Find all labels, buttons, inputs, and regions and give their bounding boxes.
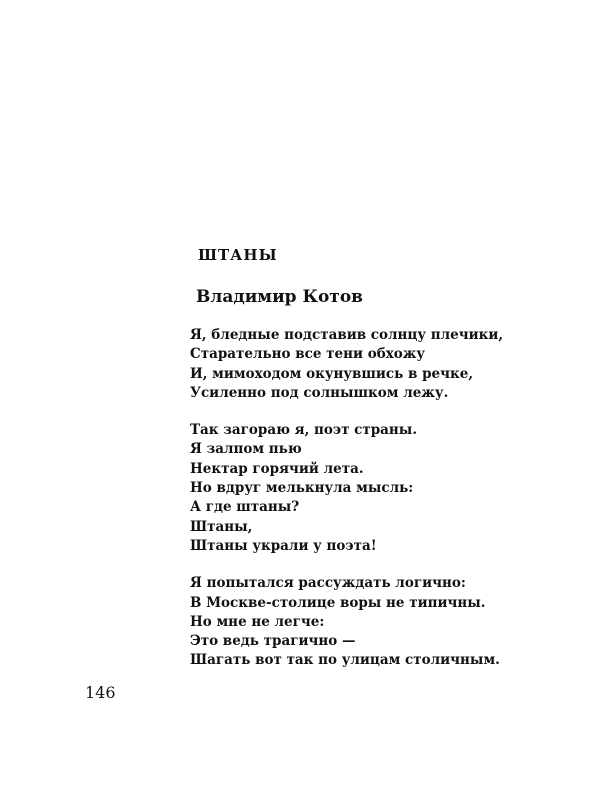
poem-line: В Москве-столице воры не типичны. bbox=[190, 594, 486, 611]
poem-line: Но вдруг мелькнула мысль: bbox=[190, 480, 414, 497]
poem-title: ШТАНЫ bbox=[198, 246, 278, 264]
poem-line: Это ведь трагично — bbox=[190, 633, 356, 650]
stanza-1 bbox=[190, 326, 590, 403]
poem-line: Но мне не легче: bbox=[190, 613, 325, 630]
poem-body bbox=[190, 326, 590, 689]
stanza-2 bbox=[190, 421, 590, 556]
poem-line: И, мимоходом окунувшись в речке, bbox=[190, 365, 474, 382]
stanza-3 bbox=[190, 574, 590, 670]
poem-line: Я, бледные подставив солнцу плечики, bbox=[190, 327, 504, 343]
poem-line: Штаны, bbox=[190, 518, 253, 535]
page-number: 146 bbox=[85, 683, 116, 702]
poem-line: Штаны украли у поэта! bbox=[190, 537, 377, 554]
poem-line: Усиленно под солнышком лежу. bbox=[190, 384, 449, 401]
poem-line: Старательно все тени обхожу bbox=[190, 346, 426, 363]
poem-line: Нектар горячий лета. bbox=[190, 460, 364, 477]
poem-line: Так загораю я, поэт страны. bbox=[190, 422, 418, 439]
poem-line: Я залпом пью bbox=[190, 441, 302, 458]
poem-author: Владимир Котов bbox=[196, 287, 363, 307]
poem-line: Шагать вот так по улицам столичным. bbox=[190, 652, 500, 669]
poem-line: А где штаны? bbox=[190, 499, 300, 516]
poem-line: Я попытался рассуждать логично: bbox=[190, 575, 466, 592]
